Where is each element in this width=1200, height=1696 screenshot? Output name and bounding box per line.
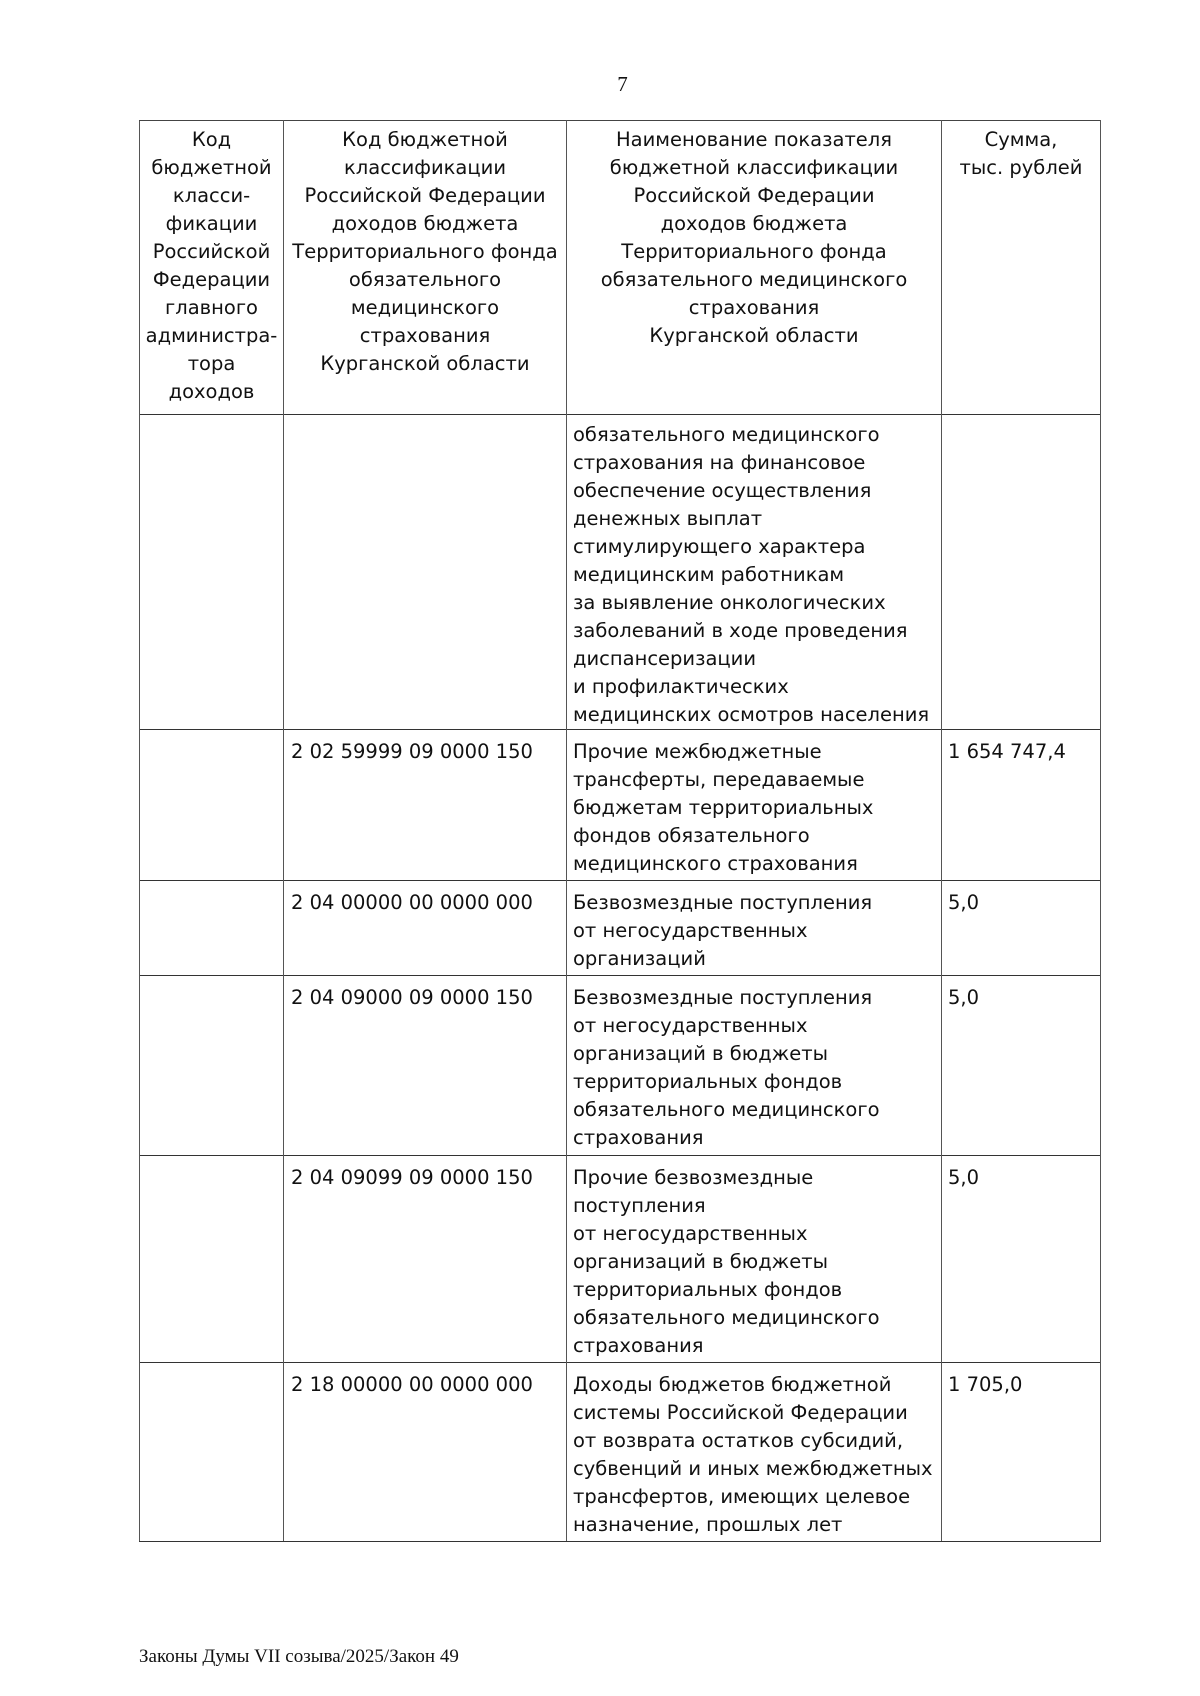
cell-amount: 5,0 [942, 976, 1101, 1156]
cell-amount [942, 415, 1101, 730]
table-row [140, 1156, 1101, 1363]
cell-amount: 5,0 [942, 1156, 1101, 1363]
cell-amount: 1 654 747,4 [942, 730, 1101, 881]
header-admin-code: Код бюджетной класси- фикации Российской Федерации главного администра- тора доходов [140, 121, 284, 415]
cell-budget-code: 2 04 00000 00 0000 000 [284, 881, 567, 976]
cell-indicator-name: Безвозмездные поступления от негосударственных организаций [567, 881, 942, 976]
table-header-row [140, 121, 1101, 415]
header-budget-code: Код бюджетной классификации Российской Федерации доходов бюджета Территориального фонда обязательного медицинского страхования Курганской области [284, 121, 567, 415]
table-row [140, 976, 1101, 1156]
cell-admin-code [140, 881, 284, 976]
cell-budget-code: 2 02 59999 09 0000 150 [284, 730, 567, 881]
cell-admin-code [140, 976, 284, 1156]
table-row [140, 1363, 1101, 1542]
document-footer: Законы Думы VII созыва/2025/Закон 49 [139, 1646, 459, 1667]
header-amount: Сумма, тыс. рублей [942, 121, 1101, 415]
cell-admin-code [140, 415, 284, 730]
cell-indicator-name: обязательного медицинского страхования на финансовое обеспечение осуществления денежных выплат стимулирующего характера медицинским работникам за выявление онкологических заболеваний в ходе проведения диспансеризации и профилактических медицинских осмотров населения [567, 415, 942, 730]
cell-admin-code [140, 1156, 284, 1363]
cell-budget-code [284, 415, 567, 730]
cell-amount: 1 705,0 [942, 1363, 1101, 1542]
table-row [140, 730, 1101, 881]
budget-revenue-table [139, 120, 1101, 1542]
cell-budget-code: 2 04 09000 09 0000 150 [284, 976, 567, 1156]
cell-budget-code: 2 04 09099 09 0000 150 [284, 1156, 567, 1363]
page-number: 7 [617, 72, 628, 96]
table-row [140, 415, 1101, 730]
cell-budget-code: 2 18 00000 00 0000 000 [284, 1363, 567, 1542]
header-indicator-name: Наименование показателя бюджетной классификации Российской Федерации доходов бюджета Территориального фонда обязательного медицинского страхования Курганской области [567, 121, 942, 415]
cell-admin-code [140, 1363, 284, 1542]
cell-amount: 5,0 [942, 881, 1101, 976]
table-row [140, 881, 1101, 976]
cell-indicator-name: Прочие межбюджетные трансферты, передаваемые бюджетам территориальных фондов обязательного медицинского страхования [567, 730, 942, 881]
cell-indicator-name: Доходы бюджетов бюджетной системы Российской Федерации от возврата остатков субсидий, субвенций и иных межбюджетных трансфертов, имеющих целевое назначение, прошлых лет [567, 1363, 942, 1542]
cell-admin-code [140, 730, 284, 881]
cell-indicator-name: Безвозмездные поступления от негосударственных организаций в бюджеты территориальных фондов обязательного медицинского страхования [567, 976, 942, 1156]
cell-indicator-name: Прочие безвозмездные поступления от негосударственных организаций в бюджеты территориальных фондов обязательного медицинского страхования [567, 1156, 942, 1363]
